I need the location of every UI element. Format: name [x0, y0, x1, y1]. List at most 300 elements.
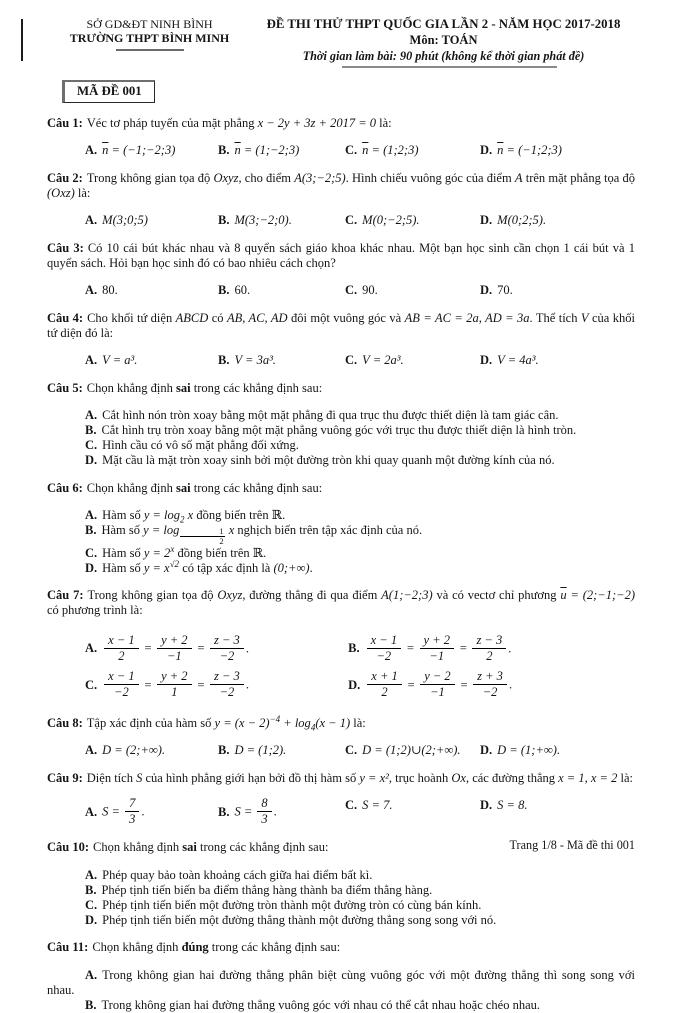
- question-number: Câu 7:: [47, 588, 84, 603]
- option-a: [85, 353, 218, 368]
- option-a: [85, 283, 218, 298]
- question-text: trên mặt phẳng tọa độ: [522, 170, 635, 185]
- option-text: Trong không gian hai đường thẳng phân biệt cùng vuông góc với một đường thẳng thì song song với nhau.: [47, 967, 635, 997]
- question-4: [47, 311, 635, 369]
- question-5-body: [47, 381, 635, 396]
- fraction: [210, 634, 244, 663]
- exam-header: [47, 0, 635, 68]
- period: .: [245, 641, 249, 656]
- fraction-numerator: x + 1: [367, 670, 401, 685]
- option-value: V = 4a³.: [497, 353, 539, 368]
- option-label: D.: [480, 743, 493, 758]
- exam-duration: Thời gian làm bài: 90 phút (không kể thời gian phát đề): [302, 49, 585, 64]
- question-5: [47, 381, 635, 469]
- vector-symbol: $\overline{n}$: [362, 143, 369, 158]
- option-b: [47, 883, 635, 898]
- department-name: SỞ GD&ĐT NINH BÌNH: [86, 17, 213, 31]
- period: .: [508, 677, 513, 692]
- option-value: D = (1;2).: [234, 743, 287, 758]
- option-d: [480, 283, 637, 298]
- option-b: [218, 213, 345, 228]
- option-c: [47, 898, 635, 913]
- option-label: D.: [480, 798, 493, 813]
- option-text: Phép tịnh tiến biến ba điểm thẳng hàng thành ba điểm thẳng hàng.: [101, 882, 433, 897]
- fraction-numerator: z + 3: [473, 670, 507, 685]
- option-d: [480, 213, 637, 228]
- option-label: B.: [218, 283, 230, 298]
- exam-code-row: [62, 80, 635, 103]
- option-label: D.: [85, 453, 98, 468]
- question-number: Câu 2:: [47, 170, 83, 185]
- emphasis-word: đúng: [181, 940, 209, 955]
- question-text: Trong không gian tọa độ: [87, 588, 218, 603]
- math: y = (x − 2): [214, 715, 270, 730]
- option-b: [218, 743, 345, 758]
- emphasis-word: sai: [182, 840, 197, 855]
- question-7-options: [47, 631, 635, 704]
- log-base: 4: [310, 722, 316, 733]
- option-text: nghịch biến trên tập xác định của nó.: [234, 523, 423, 538]
- question-8: [47, 713, 635, 759]
- question-7: [47, 588, 635, 703]
- period: .: [273, 804, 277, 819]
- math: Ox: [451, 770, 466, 785]
- option-label: B.: [218, 743, 230, 758]
- option-a: [85, 632, 345, 664]
- option-label: B.: [85, 423, 97, 438]
- option-value: = (1;2;3): [368, 143, 419, 158]
- question-2-body: [47, 171, 635, 201]
- math-point: A(3;−2;5): [294, 170, 346, 185]
- option-label: C.: [345, 213, 358, 228]
- fraction-denominator: 2: [381, 685, 388, 700]
- option-b: [47, 998, 635, 1013]
- question-10: [47, 840, 635, 928]
- option-c: [345, 798, 480, 827]
- option-value: = (−1;2;3): [503, 143, 562, 158]
- option-c: [345, 743, 480, 758]
- fraction-numerator: y + 2: [157, 670, 191, 685]
- math-point: A(1;−2;3): [381, 588, 433, 603]
- option-a: [47, 408, 635, 423]
- equals-sign: =: [143, 641, 153, 656]
- equals-sign: =: [406, 677, 416, 692]
- option-label: D.: [480, 353, 493, 368]
- question-number: Câu 10:: [47, 840, 90, 855]
- option-label: A.: [85, 353, 98, 368]
- math: ABCD: [175, 310, 209, 325]
- fraction-denominator: −2: [114, 685, 129, 700]
- exponent: −4: [269, 713, 281, 724]
- vector-symbol: $\overline{n}$: [102, 143, 109, 158]
- question-4-body: [47, 311, 635, 341]
- fraction: [472, 634, 506, 663]
- option-text: Phép tịnh tiến biến một đường thẳng thành một đường thẳng song song với nó.: [102, 912, 497, 927]
- option-d: [480, 798, 637, 827]
- fraction-numerator: y + 2: [157, 634, 191, 649]
- option-label: D.: [348, 677, 361, 692]
- question-number: Câu 11:: [47, 940, 89, 955]
- math: y = log: [143, 523, 180, 538]
- option-label: B.: [85, 882, 97, 897]
- option-label: A.: [85, 867, 98, 882]
- option-label: C.: [345, 143, 358, 158]
- fraction-numerator: x − 1: [104, 634, 138, 649]
- question-text: trong các khẳng định sau:: [208, 940, 341, 955]
- vector-symbol: $\overline{n}$: [497, 143, 504, 158]
- question-text: , cho điểm: [238, 170, 295, 185]
- question-text: , các đường thẳng: [465, 770, 559, 785]
- fraction-denominator: −2: [376, 648, 392, 663]
- math: y = x²: [359, 770, 389, 785]
- option-label: C.: [85, 438, 98, 453]
- math: V: [580, 310, 589, 325]
- option-label: D.: [480, 143, 493, 158]
- question-number: Câu 5:: [47, 380, 83, 395]
- math-R-symbol: ℝ: [271, 508, 283, 523]
- equals-sign: =: [406, 641, 415, 656]
- question-text: có phương trình là:: [47, 603, 143, 618]
- fraction-denominator: 3: [129, 812, 136, 827]
- option-b: [218, 283, 345, 298]
- option-label: C.: [345, 353, 358, 368]
- option-value: = (1;−2;3): [240, 143, 300, 158]
- question-4-options: [47, 353, 635, 368]
- question-1-body: [47, 116, 635, 131]
- math: A: [514, 170, 523, 185]
- school-name: TRƯỜNG THPT BÌNH MINH: [69, 31, 230, 46]
- fraction: [420, 670, 454, 699]
- question-text: là:: [74, 185, 91, 200]
- option-d: [480, 143, 637, 158]
- option-value: M(3;0;5): [102, 213, 148, 228]
- question-number: Câu 4:: [47, 310, 84, 325]
- fraction-denominator: −2: [219, 648, 235, 663]
- fraction: [125, 797, 139, 826]
- option-a: [47, 508, 635, 523]
- exponent: x: [170, 543, 175, 554]
- option-d: [47, 453, 635, 468]
- option-value: 90.: [362, 283, 378, 298]
- option-value: 70.: [497, 283, 513, 298]
- option-label: D.: [480, 283, 493, 298]
- fraction: [157, 634, 191, 663]
- option-c: [345, 353, 480, 368]
- option-label: D.: [85, 560, 98, 575]
- math-vector-value: = (2;−1;−2): [566, 588, 635, 603]
- math: Oxyz: [217, 588, 243, 603]
- option-value: = (−1;−2;3): [108, 143, 176, 158]
- fraction-numerator: y − 2: [420, 670, 454, 685]
- question-text: có: [208, 310, 227, 325]
- vector-symbol: $\overline{u}$: [560, 588, 567, 603]
- fraction-numerator: 7: [125, 797, 139, 812]
- math: x: [225, 523, 235, 538]
- option-text: Hàm số: [102, 560, 144, 575]
- option-text: .: [282, 508, 286, 523]
- option-d: [480, 743, 637, 758]
- scan-artifact-line: [21, 19, 23, 61]
- option-text: Hình cầu có vô số mặt phẳng đối xứng.: [102, 438, 299, 453]
- question-text: trong các khẳng định sau:: [190, 380, 323, 395]
- option-label: A.: [85, 967, 98, 982]
- fraction: [257, 797, 271, 826]
- option-value: M(3;−2;0).: [234, 213, 292, 228]
- fraction-denominator: −1: [166, 648, 182, 663]
- duration-underline: [342, 66, 557, 68]
- emphasis-word: sai: [176, 480, 191, 495]
- option-label: C.: [345, 283, 358, 298]
- question-text: . Hình chiếu vuông góc của điểm: [345, 170, 515, 185]
- fraction-numerator: z − 3: [210, 670, 244, 685]
- fraction-denominator: 2: [486, 648, 493, 663]
- math: y = x: [143, 560, 170, 575]
- fraction: [420, 634, 454, 663]
- option-value: S = 8.: [497, 798, 528, 813]
- question-number: Câu 1:: [47, 115, 83, 130]
- period: .: [508, 641, 512, 656]
- question-6-body: [47, 481, 635, 496]
- question-9: [47, 771, 635, 828]
- option-label: C.: [345, 798, 358, 813]
- question-text: trong các khẳng định sau:: [196, 840, 329, 855]
- option-value: D = (2;+∞).: [102, 743, 166, 758]
- option-value: V = 2a³.: [362, 353, 404, 368]
- math-interval: (0;+∞): [273, 560, 310, 575]
- fraction-denominator: −1: [430, 685, 445, 700]
- option-text: Trong không gian hai đường thẳng vuông góc với nhau có thể cắt nhau hoặc chéo nhau.: [101, 997, 541, 1012]
- math: Oxyz: [213, 170, 239, 185]
- math: x: [184, 508, 194, 523]
- fraction: [157, 670, 191, 699]
- equals-sign: =: [459, 677, 469, 692]
- option-label: B.: [348, 641, 360, 656]
- math: x = 1, x = 2: [558, 770, 618, 785]
- option-value: D = (1;2)∪(2;+∞).: [362, 743, 461, 758]
- exam-subject: Môn: TOÁN: [409, 33, 478, 48]
- period: .: [141, 804, 145, 819]
- question-text: trong các khẳng định sau:: [190, 480, 323, 495]
- option-d: [348, 671, 512, 700]
- option-label: A.: [85, 283, 98, 298]
- question-text: Véc tơ pháp tuyến của mặt phẳng: [86, 115, 258, 130]
- question-1-options: [47, 143, 635, 158]
- question-3: [47, 241, 635, 299]
- option-label: A.: [85, 213, 98, 228]
- question-text: của khối tứ diện đó là:: [47, 310, 635, 340]
- option-c: [47, 438, 635, 453]
- option-text: Mặt cầu là mặt tròn xoay sinh bởi một đường tròn khi quay quanh một đường kính của nó.: [102, 453, 555, 468]
- option-label: C.: [85, 545, 98, 560]
- math: AB, AC, AD: [226, 310, 288, 325]
- question-9-options: [47, 798, 635, 827]
- option-text: Phép quay bảo toàn khoảng cách giữa hai điểm bất kì.: [102, 867, 373, 882]
- question-11-body: [47, 940, 635, 955]
- question-1: [47, 116, 635, 159]
- option-b: [47, 523, 635, 546]
- option-text: Cắt hình trụ tròn xoay bằng một mặt phẳng vuông góc với trục thu được thiết diện là hình tròn.: [101, 423, 577, 438]
- option-d: [47, 913, 635, 928]
- question-11: [47, 940, 635, 1013]
- option-label: A.: [85, 508, 98, 523]
- option-b: [218, 143, 345, 158]
- emphasis-word: sai: [176, 380, 191, 395]
- option-label: B.: [85, 523, 97, 538]
- option-label: A.: [85, 641, 98, 656]
- fraction-numerator: 8: [257, 797, 271, 812]
- question-number: Câu 8:: [47, 715, 83, 730]
- option-value: S =: [234, 804, 256, 819]
- math: (x − 1): [315, 715, 351, 730]
- question-text: Chọn khẳng định: [92, 940, 182, 955]
- fraction-denominator: 2: [219, 536, 224, 547]
- fraction: [104, 634, 138, 663]
- equals-sign: =: [459, 641, 468, 656]
- math-plane-equation: x − 2y + 3z + 2017 = 0: [257, 115, 377, 130]
- option-label: C.: [85, 897, 98, 912]
- math: y = 2: [143, 545, 171, 560]
- question-7-body: [47, 588, 635, 618]
- fraction-denominator: 3: [261, 812, 268, 827]
- exam-code-box: MÃ ĐỀ 001: [62, 80, 155, 103]
- option-b: [47, 423, 635, 438]
- option-label: B.: [218, 213, 230, 228]
- option-b: [218, 798, 345, 827]
- math: AB = AC = 2a, AD = 3a: [404, 310, 530, 325]
- option-label: C.: [85, 677, 98, 692]
- option-text: Hàm số: [102, 508, 144, 523]
- fraction-denominator: 2: [118, 648, 125, 663]
- option-text: .: [309, 560, 313, 575]
- fraction-denominator: −2: [219, 685, 235, 700]
- option-text: Hàm số: [101, 523, 144, 538]
- exam-title: ĐỀ THI THỬ THPT QUỐC GIA LẦN 2 - NĂM HỌC 2017-2018: [266, 17, 621, 31]
- option-value: 80.: [102, 283, 118, 298]
- math: + log: [280, 715, 311, 730]
- equals-sign: =: [196, 677, 205, 692]
- fraction-numerator: 1: [180, 527, 224, 537]
- option-a: [85, 213, 218, 228]
- option-text: Hàm số: [102, 545, 144, 560]
- question-text: Có 10 cái bút khác nhau và 8 quyển sách giáo khoa khác nhau. Một bạn học sinh cần chọn 1 cái bút và 1 quyển sách. Hỏi bạn học sinh đó có bao nhiêu cách chọn?: [47, 240, 635, 270]
- vector-symbol: $\overline{n}$: [234, 143, 241, 158]
- option-text: có tập xác định là: [179, 560, 274, 575]
- header-left-block: [47, 17, 252, 68]
- option-label: D.: [480, 213, 493, 228]
- option-label: A.: [85, 743, 98, 758]
- question-text: Tập xác định của hàm số: [86, 715, 215, 730]
- math: (Oxz): [47, 185, 75, 200]
- option-value: V = 3a³.: [234, 353, 276, 368]
- question-2-options: [47, 213, 635, 228]
- fraction-denominator: −2: [482, 685, 498, 700]
- question-text: Trong không gian tọa độ: [86, 170, 214, 185]
- option-c: [345, 213, 480, 228]
- question-text: , trục hoành: [388, 770, 452, 785]
- question-number: Câu 3:: [47, 240, 84, 255]
- question-8-options: [47, 743, 635, 758]
- question-text: . Thể tích: [529, 310, 581, 325]
- question-text: đôi một vuông góc và: [287, 310, 405, 325]
- question-text: Diện tích: [86, 770, 137, 785]
- question-2: [47, 171, 635, 229]
- question-text: là:: [617, 770, 633, 785]
- question-text: , đường thẳng đi qua điểm: [242, 588, 382, 603]
- fraction: [473, 670, 507, 699]
- fraction: [210, 670, 244, 699]
- question-9-body: [47, 771, 635, 786]
- question-6: [47, 481, 635, 576]
- option-value: S = 7.: [362, 798, 393, 813]
- option-label: A.: [85, 143, 98, 158]
- log-base: 2: [180, 514, 185, 525]
- school-underline: [116, 49, 184, 51]
- fraction-numerator: y + 2: [420, 634, 454, 649]
- option-value: M(0;−2;5).: [362, 213, 420, 228]
- page-number: Trang 1/8 - Mã đề thi 001: [509, 838, 635, 852]
- option-c: [345, 143, 480, 158]
- log-base-fraction: [180, 527, 224, 546]
- question-text: Cho khối tứ diện: [87, 310, 176, 325]
- question-8-body: [47, 713, 635, 733]
- option-b: [348, 632, 512, 664]
- option-d: [480, 353, 637, 368]
- question-number: Câu 6:: [47, 480, 83, 495]
- option-label: A.: [85, 804, 98, 819]
- option-a: [47, 968, 635, 998]
- option-b: [218, 353, 345, 368]
- option-value: D = (1;+∞).: [497, 743, 561, 758]
- option-value: V = a³.: [102, 353, 138, 368]
- option-d: [47, 558, 635, 576]
- math-R-symbol: ℝ: [252, 545, 264, 560]
- exponent: √2: [169, 558, 180, 569]
- option-a: [85, 743, 218, 758]
- fraction-numerator: z − 3: [210, 634, 244, 649]
- equals-sign: =: [196, 641, 205, 656]
- option-label: B.: [218, 353, 230, 368]
- option-text: đồng biến trên: [174, 545, 253, 560]
- option-a: [85, 143, 218, 158]
- equals-sign: =: [143, 677, 153, 692]
- fraction-numerator: z − 3: [472, 634, 506, 649]
- question-text: là:: [350, 715, 366, 730]
- question-number: Câu 9:: [47, 770, 83, 785]
- period: .: [245, 677, 249, 692]
- option-label: B.: [85, 997, 97, 1012]
- option-text: đồng biến trên: [193, 508, 272, 523]
- math: y = log: [143, 508, 181, 523]
- option-label: D.: [85, 912, 98, 927]
- fraction: [104, 670, 138, 699]
- option-value: S =: [102, 804, 124, 819]
- question-3-body: [47, 241, 635, 271]
- option-value: M(0;2;5).: [497, 213, 547, 228]
- question-text: Chọn khẳng định: [93, 840, 183, 855]
- option-c: [85, 671, 345, 700]
- fraction: [367, 634, 401, 663]
- page-footer: [510, 838, 635, 853]
- option-text: Cắt hình nón tròn xoay bằng một mặt phẳng đi qua trục thu được thiết diện là tam giác cân.: [102, 408, 559, 423]
- question-text: Chọn khẳng định: [86, 380, 177, 395]
- question-text: là:: [376, 115, 392, 130]
- option-value: 60.: [234, 283, 251, 298]
- question-text: và có vectơ chỉ phương: [432, 588, 561, 603]
- option-text: Phép tịnh tiến biến một đường tròn thành một đường tròn có cùng bán kính.: [102, 897, 482, 912]
- option-c: [345, 283, 480, 298]
- question-text: Chọn khẳng định: [86, 480, 177, 495]
- fraction: [367, 670, 401, 699]
